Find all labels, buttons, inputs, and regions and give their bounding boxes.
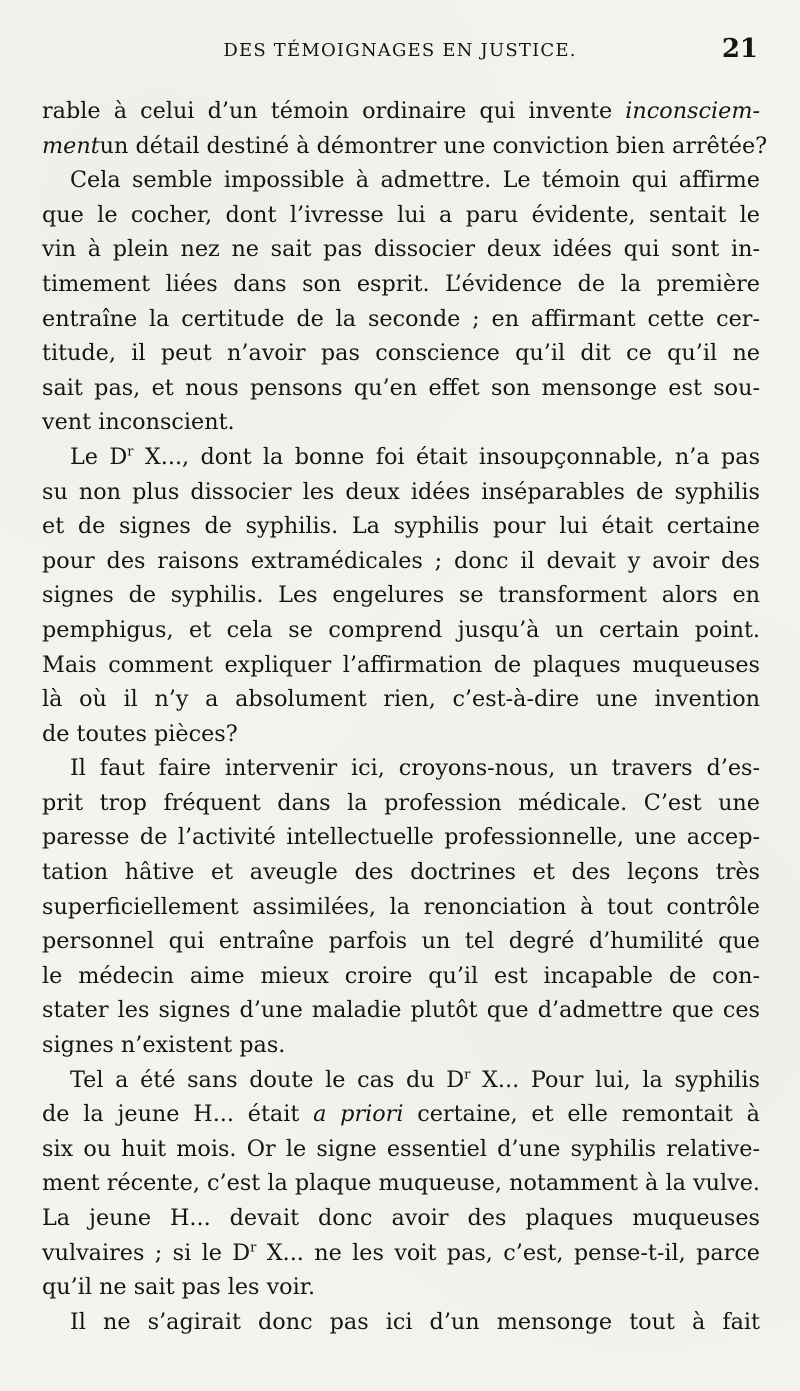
paragraph-line: personnel qui entraîne parfois un tel degré d’humilité que xyxy=(42,928,760,955)
paragraph-line: Mais comment expliquer l’affirmation de plaques muqueuses xyxy=(42,651,760,678)
running-head xyxy=(42,30,758,74)
italic-text: ment xyxy=(42,132,100,159)
paragraph-line: stater les signes d’une maladie plutôt que d’admettre que ces xyxy=(42,997,760,1024)
paragraph-line: superficiellement assimilées, la renonciation à tout contrôle xyxy=(42,893,760,920)
paragraph-line: Cela semble impossible à admettre. Le témoin qui affirme xyxy=(70,167,760,194)
paragraph-line: signes de syphilis. Les engelures se transforment alors en xyxy=(42,582,760,609)
paragraph-line: paresse de l’activité intellectuelle professionnelle, une accep- xyxy=(42,824,760,851)
paragraph-line: titude, il peut n’avoir pas conscience qu’il dit ce qu’il ne xyxy=(42,340,760,367)
paragraph-line: timement liées dans son esprit. L’évidence de la première xyxy=(42,270,760,297)
italic-text: a priori xyxy=(313,1101,404,1128)
paragraph-line: ment récente, c’est la plaque muqueuse, notamment à la vulve. xyxy=(42,1170,760,1197)
text-segment: rable à celui d’un témoin ordinaire qui invente xyxy=(42,98,626,124)
text-segment: certaine, et elle remontait à xyxy=(403,1101,760,1128)
paragraph-line: Il ne s’agirait donc pas ici d’un mensonge tout à fait xyxy=(70,1308,760,1335)
running-title: DES TÉMOIGNAGES EN JUSTICE. xyxy=(223,40,577,61)
text-segment: X..., dont la bonne foi était insoupçonnable, n’a pas xyxy=(133,443,761,470)
paragraph-line: sait pas, et nous pensons qu’en effet son mensonge est sou- xyxy=(42,374,760,401)
superscript: r xyxy=(250,1240,257,1256)
paragraph-line: prit trop fréquent dans la profession médicale. C’est une xyxy=(42,789,760,816)
paragraph-line: su non plus dissocier les deux idées inséparables de syphilis xyxy=(42,478,760,505)
paragraph-line: qu’il ne sait pas les voir. xyxy=(42,1274,316,1301)
italic-text: inconsciem- xyxy=(625,98,760,124)
text-segment: un détail destiné à démontrer une conviction bien arrêtée? xyxy=(99,132,768,159)
paragraph-line: là où il n’y a absolument rien, c’est-à-dire une invention xyxy=(42,686,760,713)
paragraph-line: que le cocher, dont l’ivresse lui a paru évidente, sentait le xyxy=(42,201,760,228)
paragraph-line: six ou huit mois. Or le signe essentiel d’une syphilis relative- xyxy=(42,1135,760,1162)
paragraph-line: et de signes de syphilis. La syphilis pour lui était certaine xyxy=(42,513,760,540)
text-segment: de la jeune H... était xyxy=(42,1101,314,1128)
paragraph-line: signes n’existent pas. xyxy=(42,1032,286,1059)
superscript: r xyxy=(464,1067,471,1083)
body-text xyxy=(42,94,768,1339)
text-line xyxy=(42,1063,760,1098)
paragraph-line: La jeune H... devait donc avoir des plaques muqueuses xyxy=(42,1205,760,1231)
paragraph-line: tation hâtive et aveugle des doctrines et des leçons très xyxy=(42,859,760,886)
text-segment: X... ne les voit pas, c’est, pense-t-il, parce xyxy=(256,1239,760,1266)
text-line xyxy=(42,129,768,164)
text-segment: Le D xyxy=(70,443,128,470)
paragraph-line: pour des raisons extramédicales ; donc il devait y avoir des xyxy=(42,547,760,574)
text-segment: Tel a été sans doute le cas du D xyxy=(70,1066,465,1093)
paragraph-line: pemphigus, et cela se comprend jusqu’à un certain point. xyxy=(42,616,760,643)
paragraph-line: le médecin aime mieux croire qu’il est incapable de con- xyxy=(42,962,760,989)
paragraph-line: vent inconscient. xyxy=(42,409,235,436)
paragraph-line: entraîne la certitude de la seconde ; en affirmant cette cer- xyxy=(42,305,760,332)
text-segment: vulvaires ; si le D xyxy=(42,1239,251,1266)
superscript: r xyxy=(127,444,134,460)
text-line xyxy=(42,94,760,129)
text-segment: X... Pour lui, la syphilis xyxy=(470,1066,760,1093)
text-line xyxy=(42,1236,760,1271)
paragraph-line: Il faut faire intervenir ici, croyons-nous, un travers d’es- xyxy=(70,755,760,782)
text-line xyxy=(42,440,760,475)
paragraph-line: de toutes pièces? xyxy=(42,720,238,747)
page-number: 21 xyxy=(721,34,758,64)
paragraph-line: vin à plein nez ne sait pas dissocier deux idées qui sont in- xyxy=(42,236,760,263)
text-line xyxy=(42,1097,760,1132)
